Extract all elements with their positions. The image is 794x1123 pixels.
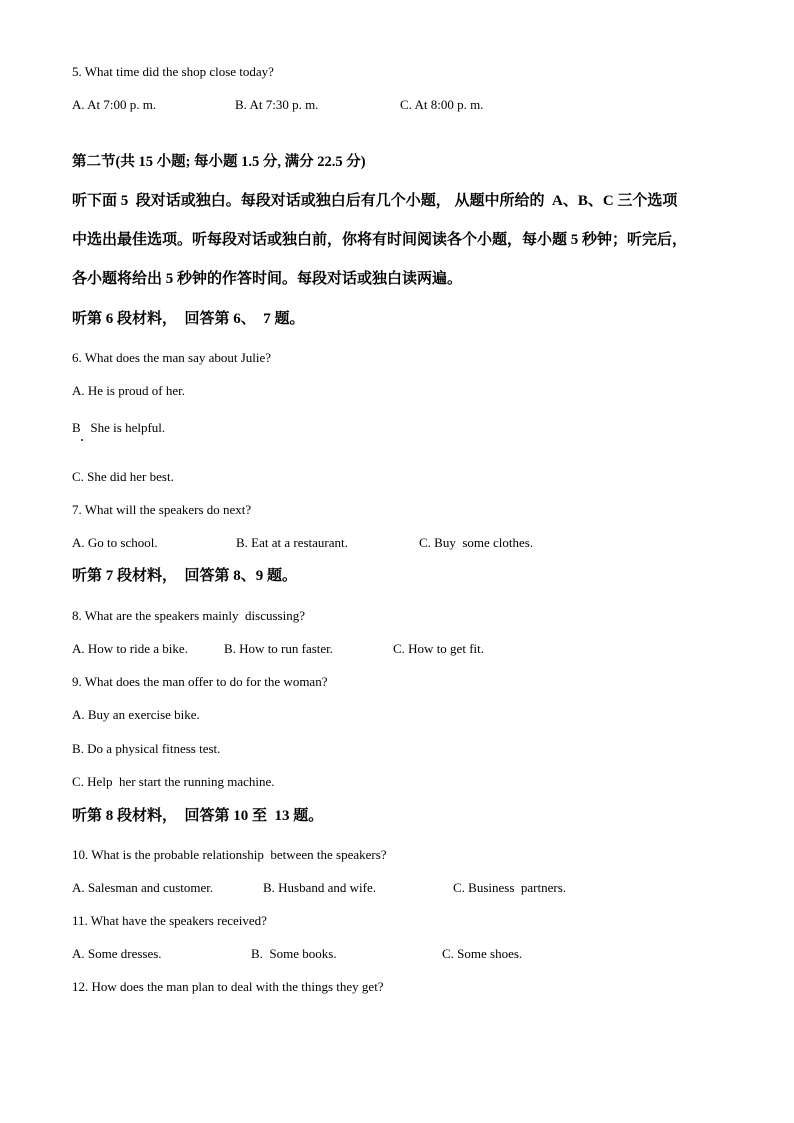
q8-option-a: A. How to ride a bike. [72,641,188,656]
q11-option-a: A. Some dresses. [72,946,162,961]
question-8: 8. What are the speakers mainly discussing? [72,608,305,623]
q11-option-b: B. Some books. [251,946,337,961]
q5-option-b: B. At 7:30 p. m. [235,97,319,112]
q6-option-b: B She is helpful. [72,420,166,435]
passage-8-heading: 听第 8 段材料， 回答第 10 至 13 题。 [72,808,324,824]
q10-option-b: B. Husband and wife. [263,880,377,895]
q9-option-b: B. Do a physical fitness test. [72,741,221,756]
q11-option-c: C. Some shoes. [442,946,523,961]
q6-option-c: C. She did her best. [72,469,174,484]
question-10: 10. What is the probable relationship between the speakers? [72,847,387,862]
q9-option-c: C. Help her start the running machine. [72,774,275,789]
q8-option-b: B. How to run faster. [224,641,334,656]
q5-option-a: A. At 7:00 p. m. [72,97,157,112]
q9-option-a: A. Buy an exercise bike. [72,707,200,722]
stray-dot [81,439,83,441]
q7-option-b: B. Eat at a restaurant. [236,535,348,550]
question-6: 6. What does the man say about Julie? [72,350,272,365]
passage-6-heading: 听第 6 段材料， 回答第 6、 7 题。 [72,311,305,327]
q10-option-c: C. Business partners. [453,880,567,895]
q5-option-c: C. At 8:00 p. m. [400,97,484,112]
question-12: 12. How does the man plan to deal with the things they get? [72,979,384,994]
instruction-line-1: 听下面 5 段对话或独白。每段对话或独白后有几个小题， 从题中所给的 A、B、C 三个选项 [72,193,678,209]
instruction-line-2: 中选出最佳选项。听每段对话或独白前，你将有时间阅读各个小题，每小题 5 秒钟；听完后， [72,232,688,248]
q10-option-a: A. Salesman and customer. [72,880,214,895]
question-9: 9. What does the man offer to do for the woman? [72,674,328,689]
question-5: 5. What time did the shop close today? [72,64,274,79]
instruction-line-3: 各小题将给出 5 秒钟的作答时间。每段对话或独白读两遍。 [72,271,463,287]
q6-option-a: A. He is proud of her. [72,383,186,398]
q8-option-c: C. How to get fit. [393,641,484,656]
question-11: 11. What have the speakers received? [72,913,267,928]
q7-option-a: A. Go to school. [72,535,158,550]
question-7: 7. What will the speakers do next? [72,502,252,517]
passage-7-heading: 听第 7 段材料， 回答第 8、9 题。 [72,568,298,584]
q7-option-c: C. Buy some clothes. [419,535,534,550]
section-title: 第二节(共 15 小题; 每小题 1.5 分, 满分 22.5 分) [72,154,366,170]
